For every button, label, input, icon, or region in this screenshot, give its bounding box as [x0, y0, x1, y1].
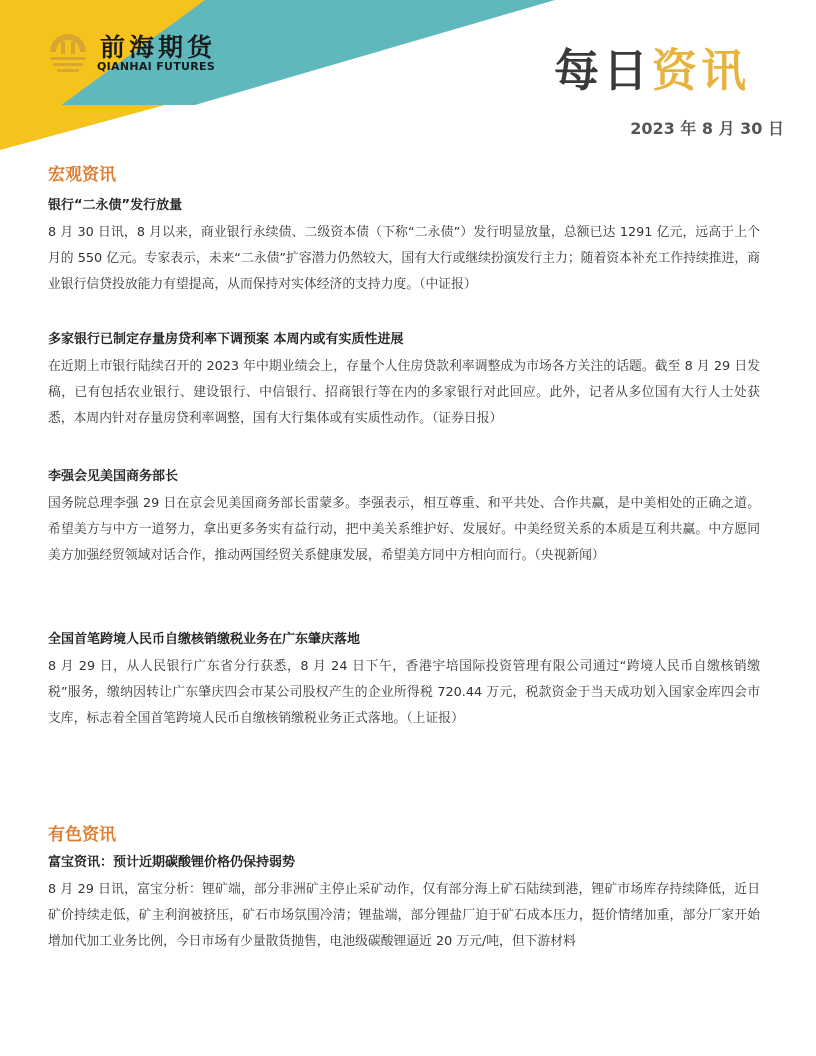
article-body: 8 月 30 日讯，8 月以来，商业银行永续债、二级资本债（下称“二永债”）发行明显放量，总额已达 1291 亿元，远高于上个月的 550 亿元。专家表示，未来“二永债”扩容潜力仍然较大，国有大行或继续扮演发行主力；随着资本补充工作持续推进，商业银行信贷投放能力有望提高，从而保持对实体经济的支持力度。（中证报） [48, 225, 760, 292]
article-macro-2 [48, 330, 760, 432]
article-nonferrous-1 [48, 853, 760, 955]
article-body: 在近期上市银行陆续召开的 2023 年中期业绩会上，存量个人住房贷款利率调整成为市场各方关注的话题。截至 8 月 29 日发稿，已有包括农业银行、建设银行、中信银行、招商银行等在内的多家银行对此回应。此外，记者从多位国有大行人士处获悉，本周内针对存量房贷利率调整，国有大行集体或有实质性动作。（证券日报） [48, 359, 760, 426]
section-title-macro: 宏观资讯 [48, 165, 116, 185]
article-macro-4 [48, 630, 760, 732]
article-headline: 银行“二永债”发行放量 [48, 198, 183, 213]
banner-yellow-lower [0, 105, 165, 150]
page-title [554, 44, 751, 97]
page-title-part1: 每日 [554, 44, 653, 97]
logo-name-en: QIANHAI FUTURES [97, 60, 216, 73]
page-title-part2: 资讯 [652, 44, 751, 97]
article-headline: 全国首笔跨境人民币自缴核销缴税业务在广东肇庆落地 [48, 632, 361, 647]
article-headline: 李强会见美国商务部长 [48, 469, 179, 484]
report-date: 2023 年 8 月 30 日 [630, 119, 784, 138]
company-logo [44, 26, 234, 78]
section-title-nonferrous: 有色资讯 [48, 825, 116, 845]
article-headline: 多家银行已制定存量房贷利率下调预案 本周内或有实质性进展 [48, 332, 404, 347]
article-macro-3 [48, 467, 760, 569]
article-macro-1 [48, 196, 760, 298]
article-body: 8 月 29 日讯，富宝分析：锂矿端，部分非洲矿主停止采矿动作，仅有部分海上矿石陆续到港，锂矿市场库存持续降低，近日矿价持续走低，矿主利润被挤压，矿石市场氛围冷清；锂盐端，部分锂盐厂迫于矿石成本压力，挺价情绪加重，部分厂家开始增加代加工业务比例，今日市场有少量散货抛售，电池级碳酸锂逼近 20 万元/吨，但下游材料 [48, 882, 760, 949]
article-headline: 富宝资讯：预计近期碳酸锂价格仍保持弱势 [48, 855, 296, 870]
article-body: 国务院总理李强 29 日在京会见美国商务部长雷蒙多。李强表示，相互尊重、和平共处、合作共赢，是中美相处的正确之道。希望美方与中方一道努力，拿出更多务实有益行动，把中美关系维护好、发展好。中美经贸关系的本质是互利共赢。中方愿同美方加强经贸领域对话合作，推动两国经贸关系健康发展，希望美方同中方相向而行。（央视新闻） [48, 496, 760, 563]
logo-name-cn: 前海期货 [100, 33, 217, 62]
logo-emblem-icon [44, 28, 92, 76]
article-body: 8 月 29 日，从人民银行广东省分行获悉，8 月 24 日下午，香港宇培国际投资管理有限公司通过“跨境人民币自缴核销缴税”服务，缴纳因转让广东肇庆四会市某公司股权产生的企业所得税 720.44 万元，税款资金于当天成功划入国家金库四会市支库，标志着全国首笔跨境人民币自缴核销缴税业务正式落地。（上证报） [48, 659, 760, 726]
